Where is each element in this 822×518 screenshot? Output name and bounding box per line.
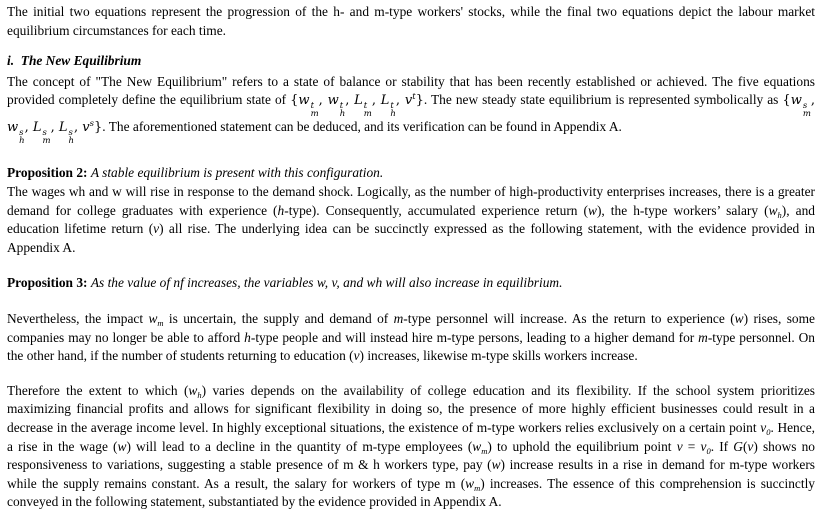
text-run: w [117, 438, 127, 454]
math-var: , [395, 93, 405, 109]
text-run: ) increases, likewise m-type skills workers increase. [359, 348, 638, 364]
text-run: . If [710, 438, 734, 454]
sub-sup-stack: s m [802, 101, 811, 119]
math-var: w t m [298, 93, 319, 119]
text-run: ), and education lifetime return ( [7, 202, 815, 237]
text-run: is uncertain, the supply and demand of [163, 310, 394, 326]
sub-sup-stack: t m [310, 101, 319, 119]
math-var: , [50, 120, 59, 136]
text-run: Therefore the extent to which ( [7, 382, 189, 398]
math-var: L t m [354, 93, 372, 119]
text-run: v [353, 348, 360, 364]
math-var: , [24, 120, 33, 136]
sub-sup-stack: s h [19, 128, 25, 146]
text-run: ), the h-type workers’ salary ( [596, 202, 769, 218]
text-run: Proposition 2: [7, 165, 88, 181]
text-run: -type personnel. On the other hand, if the number of students returning to education ( [7, 329, 815, 364]
sub-sup-stack: s h [68, 128, 74, 146]
text-run: . The new steady state equilibrium is represented symbolically as [423, 92, 783, 108]
sub-sup-stack: s m [42, 128, 51, 146]
text-run: i. The New Equilibrium [7, 53, 142, 69]
text-run: ) to uphold the equilibrium point [487, 438, 677, 454]
math-var: L s h [58, 120, 74, 146]
text-run: The initial two equations represent the progression of the h- and m-type workers' stocks, while the final two equations depict the labour market equilibrium circumstances for each time. [7, 4, 815, 38]
math-var: $v_0$ [760, 419, 771, 437]
text-run: v [153, 221, 160, 237]
math-var: w s m [790, 93, 811, 119]
text-run: -type people and will instead hire m-type persons, leading to a higher demand for [250, 329, 699, 345]
text-run: . The aforementioned statement can be deduced, and its verification can be found in Appendix A. [102, 119, 622, 135]
text-run: w [491, 457, 501, 473]
proposition-3-title [7, 274, 815, 293]
text-run: ) increases. The essence of this comprehension is succinctly conveyed in the following statement, substantiated by the evidence provided in Appendix A. [7, 475, 815, 510]
text-run: w [588, 202, 597, 218]
text-run: = [682, 438, 701, 454]
text-run: ) will lead to a decline in the quantity of m-type employees ( [126, 438, 473, 454]
math-var: { [782, 93, 791, 109]
sub-sup-stack: t h [339, 101, 346, 119]
text-run: v [676, 438, 683, 454]
new-equilibrium-paragraph [7, 73, 815, 146]
math-var: $w_h$ [768, 202, 782, 220]
text-run: ( [742, 438, 748, 454]
therefore-paragraph [7, 382, 815, 512]
math-var: , [371, 93, 381, 109]
text-run: G [733, 438, 743, 454]
math-var: , [810, 93, 816, 109]
nevertheless-paragraph [7, 310, 815, 366]
sub-sup-stack: t m [363, 101, 372, 119]
math-var: $w_m$ [148, 310, 164, 328]
text-run: m [393, 310, 404, 326]
intro-paragraph [7, 3, 815, 40]
text-run: ) increase results in a rise in demand for m-type workers while the supply remains constant. As a result, the salary for workers of type m ( [7, 457, 815, 491]
proposition-2-title [7, 164, 815, 183]
math-var: } [93, 120, 103, 136]
math-var: $v_0$ [700, 438, 711, 456]
math-var: , [73, 120, 83, 136]
text-run: -type personnel will increase. As the return to experience ( [403, 310, 735, 326]
text-run: m [698, 329, 708, 345]
math-var: L s m [32, 120, 51, 146]
text-run: h [277, 202, 285, 218]
math-var: $w_h$ [188, 382, 202, 400]
text-run: ) varies depends on the availability of college education and its flexibility. If the school system prioritizes maximizing financial profits and allows for significant flexibility in doing so, the presence of more highly efficient businesses could result in a decrease in the average income level. In highly exceptional situations, the existence of m-type workers relies exclusively on a certain point [7, 382, 815, 435]
text-run: Proposition 3: [7, 275, 88, 291]
math-var: } [415, 93, 424, 109]
math-var: , [345, 93, 355, 109]
math-var: $v^t$ [404, 92, 416, 109]
math-var: L t h [380, 93, 396, 119]
text-run: -type). Consequently, accumulated experience return ( [284, 202, 588, 218]
text-run: Nevertheless, the impact [7, 310, 149, 326]
text-run: As the value of nf increases, the variables w, v, and wh will also increase in equilibrium. [90, 275, 563, 291]
text-run: The concept of "The New Equilibrium" refers to a state of balance or stability that has been recently established or achieved. The five equations provided completely define the equilibrium state of [7, 73, 815, 108]
math-var: $w_m$ [472, 438, 488, 456]
text-run: A stable equilibrium is present with this configuration. [90, 165, 384, 181]
math-var: , [318, 93, 328, 109]
text-run: . Hence, a rise in the wage ( [7, 419, 815, 454]
heading-new-equilibrium [7, 52, 815, 71]
text-run: ) shows no responsiveness to variations, suggesting a stable presence of m & h workers type, pay ( [7, 438, 815, 473]
math-var: { [290, 93, 299, 109]
math-var: w t h [327, 93, 346, 119]
proposition-2-body [7, 183, 815, 257]
text-run: The wages wh and w will rise in response to the demand shock. Logically, as the number of high-productivity enterprises increases, there is a greater demand for college graduates with experience ( [7, 183, 815, 218]
text-run: h [244, 329, 251, 345]
text-run: w [734, 310, 744, 326]
text-run: ) all rise. The underlying idea can be succinctly expressed as the following statement, with the evidence provided in Appendix A. [7, 221, 815, 255]
math-var: w s h [7, 120, 25, 146]
sub-sup-stack: t h [390, 101, 396, 119]
text-run: v [747, 438, 754, 454]
text-run: ) rises, some companies may no longer be able to afford [7, 310, 815, 345]
math-var: $v^s$ [82, 119, 94, 136]
math-var: $w_m$ [465, 475, 481, 493]
